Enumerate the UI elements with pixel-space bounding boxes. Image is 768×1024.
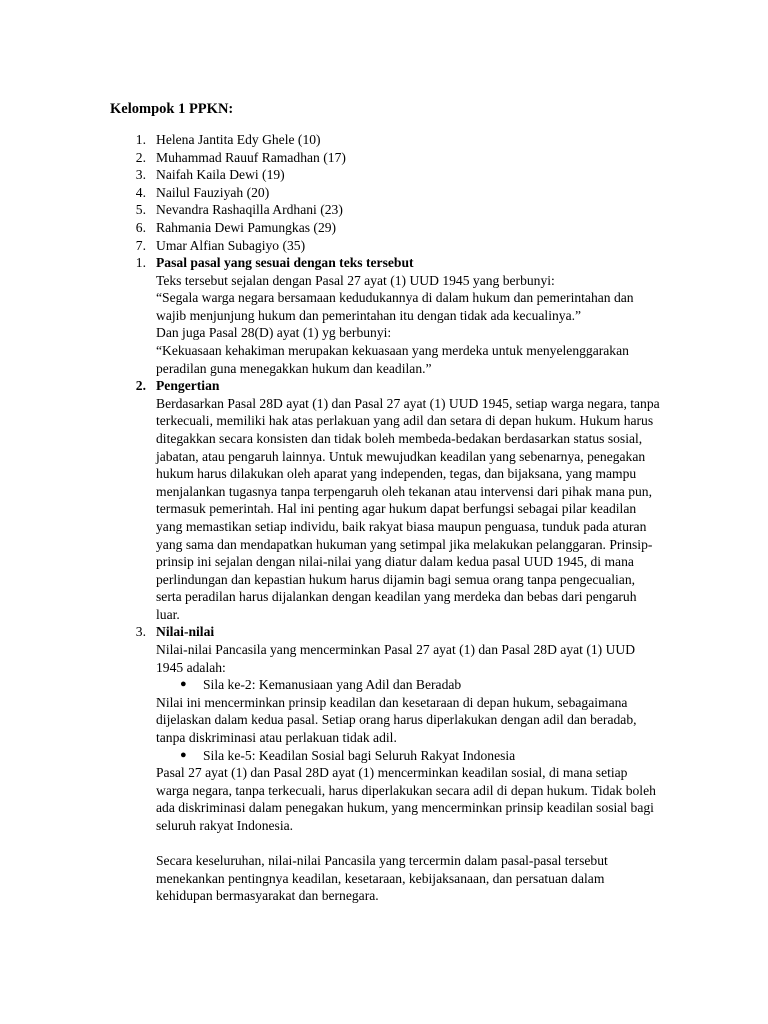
blank-line: [156, 835, 661, 853]
section-title: Pasal pasal yang sesuai dengan teks tersebut: [156, 255, 414, 270]
member-name: Naifah Kaila Dewi (19): [156, 167, 285, 183]
list-number: 4.: [135, 184, 146, 200]
list-number: 6.: [135, 219, 146, 235]
list-item: [110, 184, 670, 202]
quote-paragraph: “Segala warga negara bersamaan kedudukannya di dalam hukum dan pemerintahan dan wajib menjunjung hukum dan pemerintahan itu dengan tidak ada kecualinya.”: [156, 290, 634, 323]
paragraph: Nilai ini mencerminkan prinsip keadilan dan kesetaraan di depan hukum, sebagaimana dijelaskan dalam kedua pasal. Setiap orang harus diperlakukan dengan adil dan beradab, tanpa diskriminasi atau perlakuan tidak adil.: [156, 694, 637, 746]
list-item: [110, 201, 670, 219]
list-number: 3.: [135, 167, 146, 183]
paragraph: Berdasarkan Pasal 28D ayat (1) dan Pasal 27 ayat (1) UUD 1945, setiap warga negara, tanpa terkecuali, memiliki hak atas perlakuan yang adil dan setara di depan hukum. Hukum harus ditegakkan secara konsisten dan tidak boleh membeda-bedakan berdasarkan status sosial, jabatan, atau pengaruh lainnya. Untuk mewujudkan keadilan yang sebenarnya, penegakan hukum harus dilakukan oleh aparat yang independen, tegas, dan bijaksana, yang mampu menjalankan tugasnya tanpa terpengaruh oleh tekanan atau intervensi dari pihak mana pun, termasuk pemerintah. Hal ini penting agar hukum dapat berfungsi sebagai pilar keadilan yang memastikan setiap individu, baik rakyat biasa maupun penguasa, tunduk pada aturan yang sama dan mendapatkan hukuman yang setimpal jika melakukan pelanggaran. Prinsip-prinsip ini sejalan dengan nilai-nilai yang diatur dalam kedua pasal UUD 1945, di mana perlindungan dan kepastian hukum harus dijamin bagi semua orang tanpa pengecualian, serta peradilan harus dijalankan dengan keadilan yang merdeka dan bebas dari pengaruh luar.: [156, 395, 660, 622]
bullet-item: [156, 676, 661, 694]
paragraph: Teks tersebut sejalan dengan Pasal 27 ayat (1) UUD 1945 yang berbunyi:: [156, 272, 555, 288]
section-title: Nilai-nilai: [156, 624, 215, 640]
list-item: [110, 219, 670, 237]
bullet-icon: ●: [180, 748, 187, 761]
member-name: Helena Jantita Edy Ghele (10): [156, 132, 321, 147]
bullet-text: Sila ke-5: Keadilan Sosial bagi Seluruh Rakyat Indonesia: [203, 747, 516, 763]
list-item: [110, 237, 670, 255]
member-name: Muhammad Rauuf Ramadhan (17): [156, 149, 346, 165]
member-name: Nailul Fauziyah (20): [156, 184, 270, 200]
bullet-text: Sila ke-2: Kemanusiaan yang Adil dan Beradab: [203, 677, 462, 693]
member-name: Nevandra Rashaqilla Ardhani (23): [156, 202, 343, 218]
list-item: [110, 166, 670, 184]
paragraph: Nilai-nilai Pancasila yang mencerminkan Pasal 27 ayat (1) dan Pasal 28D ayat (1) UUD 1945 adalah:: [156, 642, 636, 675]
bullet-icon: ●: [180, 678, 187, 691]
section-title: Pengertian: [156, 378, 220, 394]
member-name: Umar Alfian Subagiyo (35): [156, 237, 306, 253]
section-body: [156, 272, 661, 378]
section-number: 2.: [135, 378, 146, 394]
section-body: [156, 641, 661, 905]
conclusion-paragraph: Secara keseluruhan, nilai-nilai Pancasila yang tercermin dalam pasal-pasal tersebut menekankan pentingnya keadilan, kesetaraan, kebijaksanaan, dan persatuan dalam kehidupan bermasyarakat dan bernegara.: [156, 853, 608, 904]
section-heading-row: [110, 623, 670, 641]
list-number: 1.: [135, 132, 146, 147]
section-number: 3.: [135, 624, 146, 640]
list-number: 7.: [135, 237, 146, 253]
section-heading-row: [110, 377, 670, 395]
paragraph: Pasal 27 ayat (1) dan Pasal 28D ayat (1) mencerminkan keadilan sosial, di mana setiap warga negara, tanpa terkecuali, harus diperlakukan secara adil di depan hukum. Tidak boleh ada diskriminasi dalam penegakan hukum, yang mencerminkan prinsip keadilan sosial bagi seluruh rakyat Indonesia.: [156, 765, 656, 833]
list-item: [110, 131, 670, 149]
quote-paragraph: “Kekuasaan kehakiman merupakan kekuasaan yang merdeka untuk menyelenggarakan peradilan guna menegakkan hukum dan keadilan.”: [156, 342, 629, 376]
list-number: 2.: [135, 149, 146, 165]
sections: [110, 254, 670, 905]
list-number: 5.: [135, 202, 146, 218]
paragraph: Dan juga Pasal 28(D) ayat (1) yg berbunyi:: [156, 325, 392, 341]
section-body: [156, 395, 661, 624]
member-name: Rahmania Dewi Pamungkas (29): [156, 219, 337, 235]
section-heading-row: [110, 254, 670, 272]
document-title: Kelompok 1 PPKN:: [110, 101, 234, 117]
bullet-item: [156, 747, 661, 765]
member-list: [110, 131, 670, 254]
list-item: [110, 149, 670, 167]
section-number: 1.: [135, 255, 146, 270]
